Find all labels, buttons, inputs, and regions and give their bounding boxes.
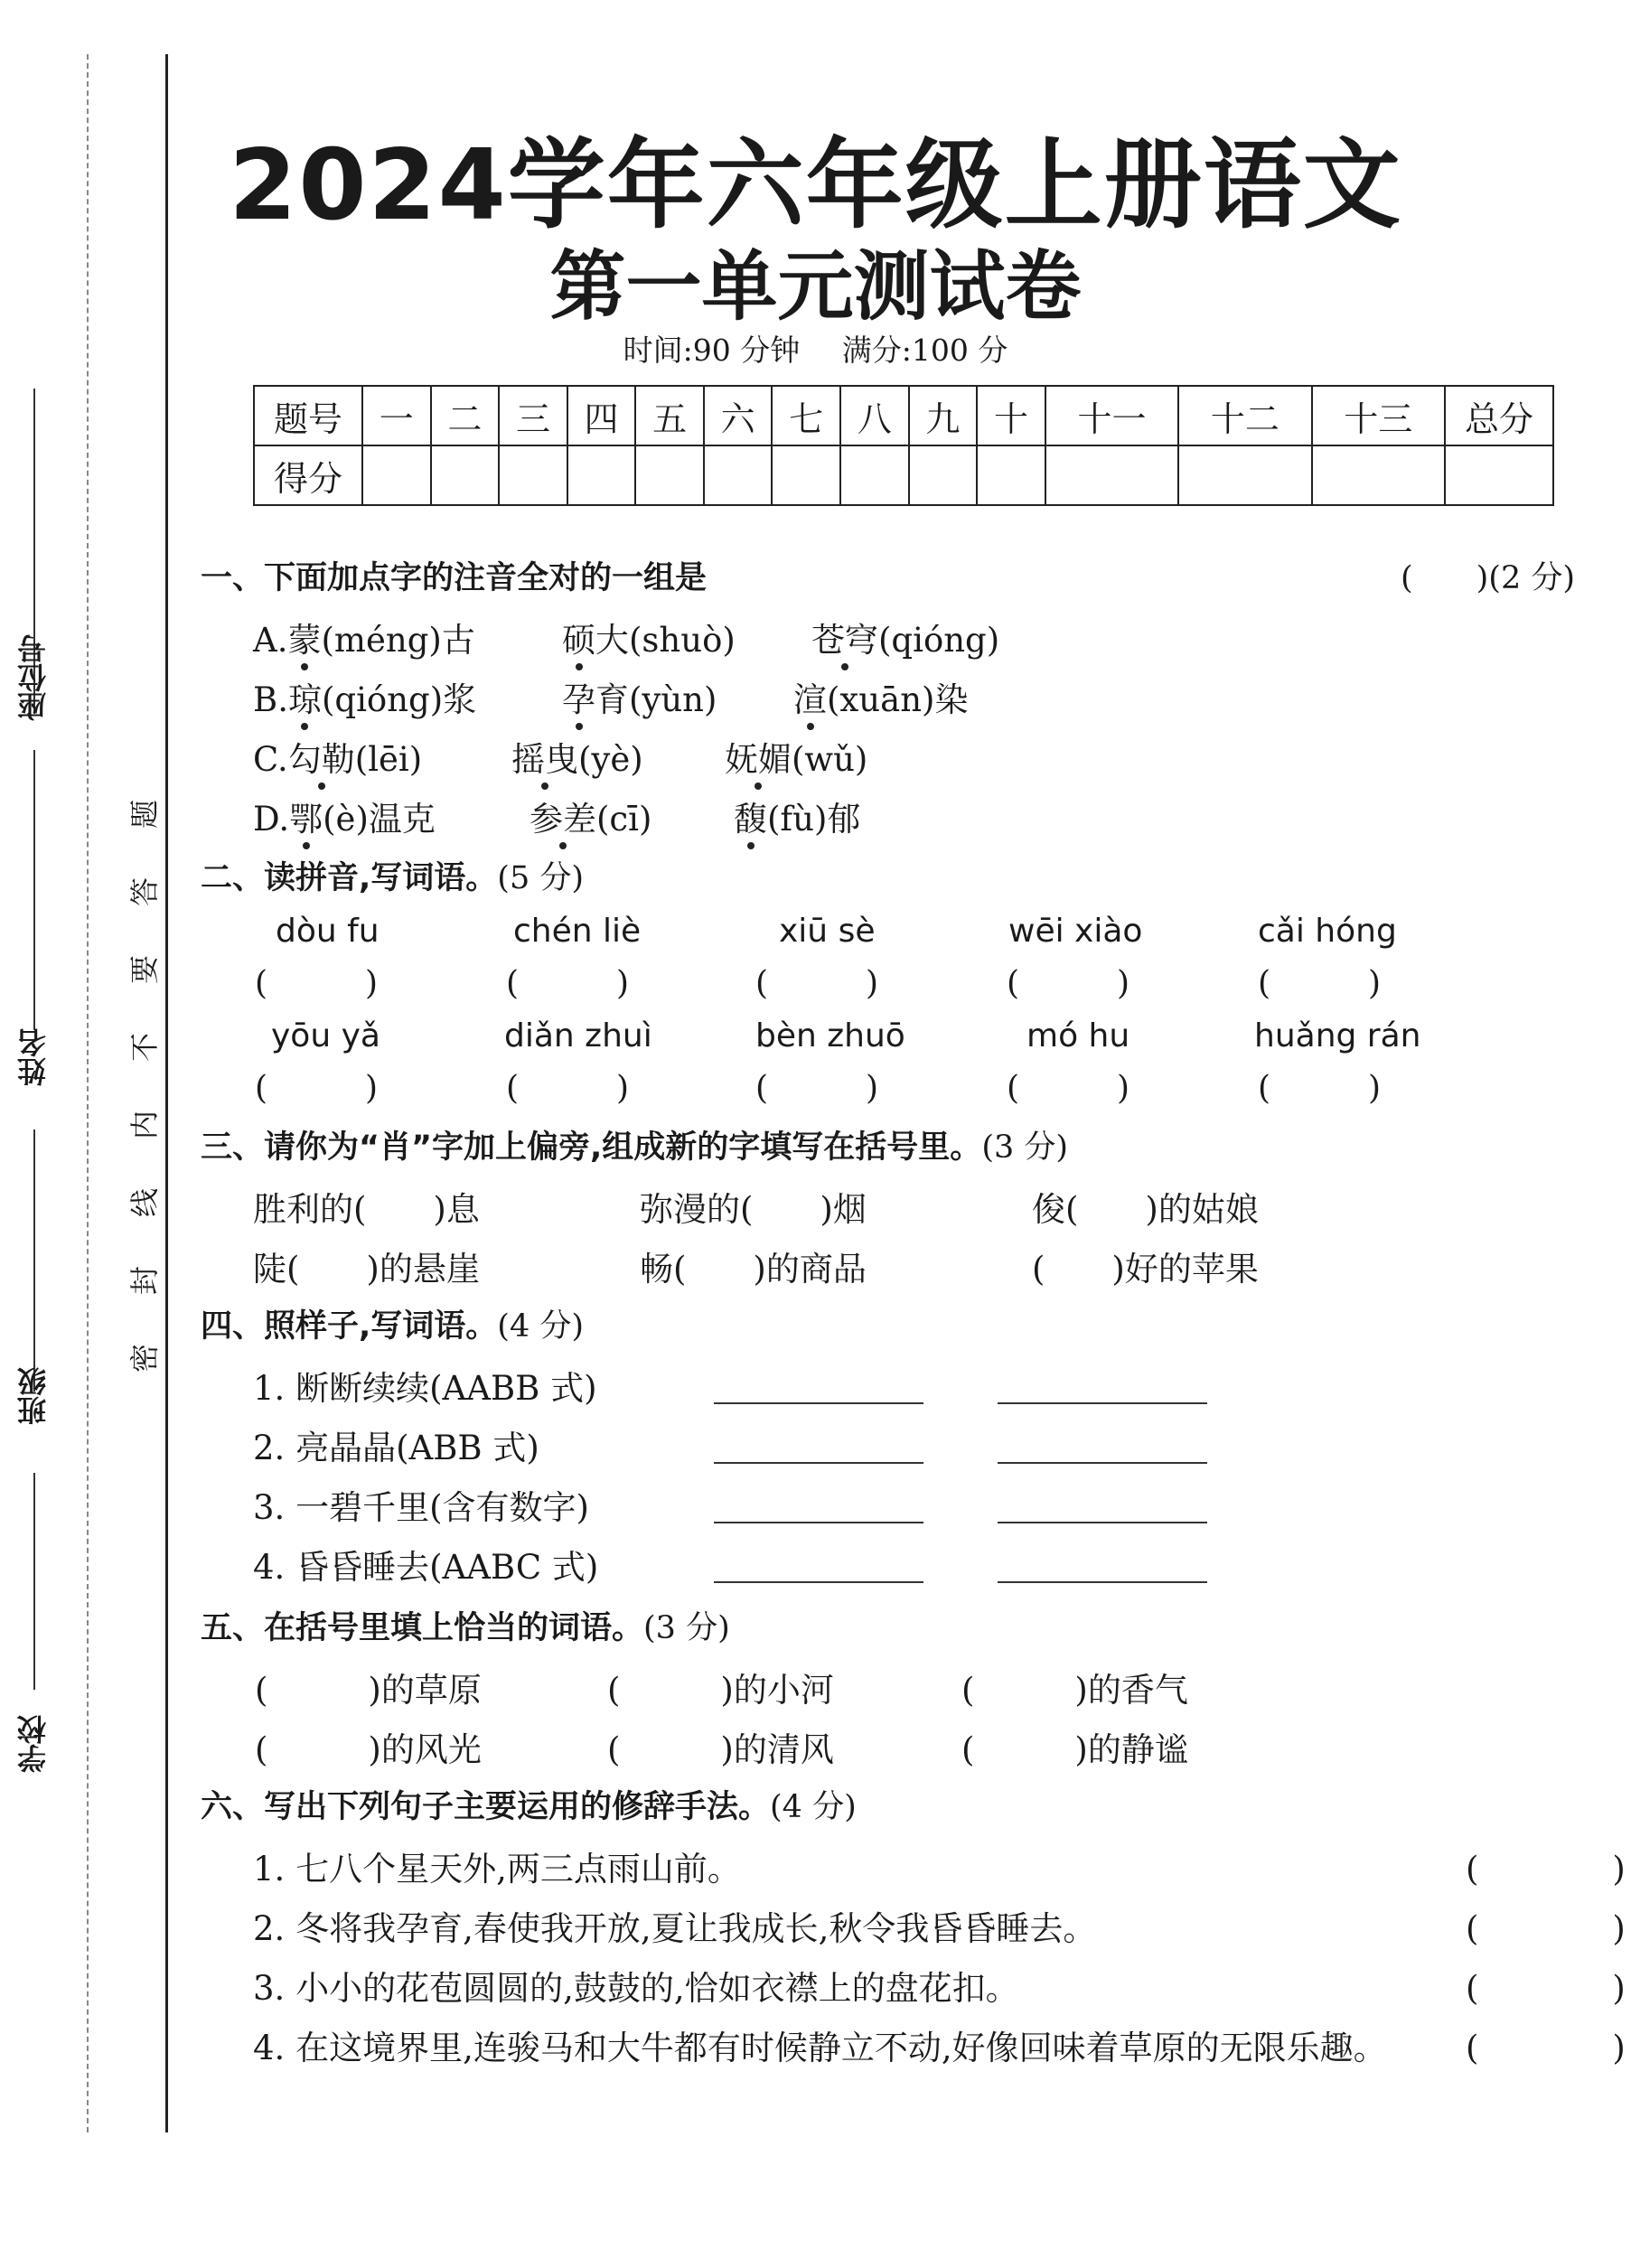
- score-cell[interactable]: [431, 445, 500, 505]
- exam-full-score: 满分:100 分: [841, 333, 1008, 368]
- seal-char: 答: [127, 877, 162, 907]
- table-cell: 十: [977, 386, 1045, 445]
- seal-char: 线: [127, 1188, 162, 1218]
- answer-underline[interactable]: [998, 1402, 1207, 1404]
- name-line: [33, 750, 35, 1030]
- answer-blank[interactable]: ( ): [506, 1070, 630, 1107]
- score-cell[interactable]: [840, 445, 909, 505]
- table-cell: 八: [840, 386, 909, 445]
- answer-blank[interactable]: ( ): [255, 1070, 379, 1107]
- answer-underline[interactable]: [714, 1402, 923, 1404]
- seat-number-label: 座位号: [16, 634, 51, 721]
- table-cell: 十二: [1178, 386, 1311, 445]
- answer-blank[interactable]: ( ): [1466, 1850, 1626, 1888]
- score-cell[interactable]: [635, 445, 704, 505]
- answer-blank[interactable]: ( ): [1007, 1070, 1130, 1107]
- table-cell: 二: [431, 386, 500, 445]
- answer-blank[interactable]: ( ): [506, 965, 630, 1002]
- q1-answer-points: ( )(2 分): [1401, 560, 1576, 596]
- q6-title: 六、写出下列句子主要运用的修辞手法。(4 分): [201, 1789, 857, 1825]
- table-cell: 十三: [1312, 386, 1446, 445]
- q3-item[interactable]: 弥漫的( )烟: [640, 1190, 867, 1229]
- q6-item: 1. 七八个星天外,两三点雨山前。: [253, 1850, 741, 1888]
- q1-option-a-item: 苍穹(qióng): [811, 621, 1000, 660]
- class-line: [33, 1129, 35, 1392]
- school-line: [33, 1473, 35, 1690]
- q1-option-d-item: 参差(cī): [530, 800, 652, 839]
- table-cell: 一: [362, 386, 431, 445]
- pinyin: xiū sè: [779, 913, 876, 950]
- table-cell: 十一: [1045, 386, 1178, 445]
- table-cell: 七: [772, 386, 840, 445]
- exam-time: 时间:90 分钟: [623, 333, 801, 368]
- pinyin: cǎi hóng: [1258, 913, 1397, 950]
- answer-blank[interactable]: ( ): [755, 965, 879, 1002]
- score-cell[interactable]: [772, 445, 840, 505]
- q3-item[interactable]: 陡( )的悬崖: [253, 1250, 480, 1289]
- exam-meta: [0, 327, 1631, 370]
- q5-item[interactable]: ( )的草原: [255, 1671, 482, 1710]
- score-cell[interactable]: [362, 445, 431, 505]
- table-cell: 题号: [254, 386, 362, 445]
- score-cell[interactable]: [499, 445, 567, 505]
- q4-item: 1. 断断续续(AABB 式): [253, 1369, 597, 1408]
- answer-blank[interactable]: ( ): [1466, 1969, 1626, 2008]
- school-label: 学校: [16, 1715, 51, 1773]
- pinyin: chén liè: [513, 913, 642, 950]
- seal-char: 题: [127, 800, 162, 829]
- seal-char: 内: [127, 1111, 162, 1140]
- q4-item: 3. 一碧千里(含有数字): [253, 1488, 589, 1527]
- pinyin: wēi xiào: [1008, 913, 1143, 950]
- score-cell[interactable]: [909, 445, 978, 505]
- q3-item[interactable]: 俊( )的姑娘: [1032, 1190, 1259, 1229]
- score-cell[interactable]: [704, 445, 773, 505]
- pinyin: diǎn zhuì: [504, 1017, 652, 1054]
- page-title: 2024学年六年级上册语文: [229, 129, 1402, 242]
- answer-blank[interactable]: ( ): [255, 965, 379, 1002]
- score-cell[interactable]: [1445, 445, 1553, 505]
- table-cell: 三: [499, 386, 567, 445]
- seal-char: 不: [127, 1033, 162, 1063]
- table-cell: 五: [635, 386, 704, 445]
- dotted-char: 蒙: [287, 621, 322, 660]
- q5-item[interactable]: ( )的静谧: [961, 1730, 1188, 1769]
- table-cell: 六: [704, 386, 773, 445]
- answer-blank[interactable]: ( ): [1466, 1909, 1626, 1948]
- q6-item: 3. 小小的花苞圆圆的,鼓鼓的,恰如衣襟上的盘花扣。: [253, 1969, 1019, 2008]
- q1-option-b-item: 孕育(yùn): [562, 680, 717, 719]
- table-cell: 得分: [254, 445, 362, 505]
- score-cell[interactable]: [1312, 445, 1446, 505]
- q3-title: 三、请你为“肖”字加上偏旁,组成新的字填写在括号里。(3 分): [201, 1129, 1069, 1166]
- pinyin: yōu yǎ: [271, 1017, 380, 1054]
- score-cell[interactable]: [1178, 445, 1311, 505]
- answer-blank[interactable]: ( ): [1466, 2029, 1626, 2067]
- answer-underline[interactable]: [998, 1462, 1207, 1464]
- q5-item[interactable]: ( )的香气: [961, 1671, 1188, 1710]
- q2-title: 二、读拼音,写词语。(5 分): [201, 860, 585, 896]
- q1-option-c-item: 摇曳(yè): [511, 740, 643, 779]
- answer-underline[interactable]: [714, 1581, 923, 1583]
- q5-title: 五、在括号里填上恰当的词语。(3 分): [201, 1610, 730, 1646]
- q4-item: 4. 昏昏睡去(AABC 式): [253, 1548, 599, 1587]
- q3-item[interactable]: 畅( )的商品: [640, 1250, 867, 1289]
- score-cell[interactable]: [1045, 445, 1178, 505]
- answer-blank[interactable]: ( ): [1258, 1070, 1382, 1107]
- class-label: 班级: [16, 1367, 51, 1425]
- q5-item[interactable]: ( )的风光: [255, 1730, 482, 1769]
- score-table-header-row: [254, 386, 1553, 445]
- answer-blank[interactable]: ( ): [1007, 965, 1130, 1002]
- q3-item[interactable]: ( )好的苹果: [1032, 1250, 1259, 1289]
- table-cell: 四: [567, 386, 636, 445]
- q5-item[interactable]: ( )的清风: [607, 1730, 834, 1769]
- q5-item[interactable]: ( )的小河: [607, 1671, 834, 1710]
- seal-char: 密: [127, 1344, 162, 1373]
- q6-item: 2. 冬将我孕育,春使我开放,夏让我成长,秋令我昏昏睡去。: [253, 1909, 1097, 1948]
- pinyin: huǎng rán: [1254, 1017, 1421, 1054]
- q1-option-c: C.勾勒(lēi): [253, 740, 423, 779]
- q3-item[interactable]: 胜利的( )息: [253, 1190, 480, 1229]
- table-cell: 总分: [1445, 386, 1553, 445]
- score-table-score-row: [254, 445, 1553, 505]
- answer-blank[interactable]: ( ): [1258, 965, 1382, 1002]
- q1-title: 一、下面加点字的注音全对的一组是: [201, 560, 708, 596]
- answer-underline[interactable]: [998, 1522, 1207, 1523]
- pinyin: mó hu: [1026, 1017, 1130, 1054]
- seal-char: 封: [127, 1266, 162, 1296]
- score-cell[interactable]: [567, 445, 636, 505]
- score-table: [253, 385, 1554, 506]
- answer-underline[interactable]: [714, 1522, 923, 1523]
- q1-option-a: A.蒙(méng)古: [253, 621, 475, 660]
- answer-underline[interactable]: [998, 1581, 1207, 1583]
- score-cell[interactable]: [977, 445, 1045, 505]
- seal-char: 要: [127, 955, 162, 985]
- q1-option-b: B.琼(qióng)浆: [253, 680, 477, 719]
- q1-option-d: D.鄂(è)温克: [253, 800, 436, 839]
- page-subtitle: 第一单元测试卷: [549, 242, 1082, 331]
- name-label: 姓名: [16, 1028, 51, 1086]
- answer-blank[interactable]: ( ): [755, 1070, 879, 1107]
- table-cell: 九: [909, 386, 978, 445]
- q1-option-a-item: 硕大(shuò): [562, 621, 736, 660]
- q4-item: 2. 亮晶晶(ABB 式): [253, 1429, 539, 1467]
- q1-option-c-item: 妩媚(wǔ): [725, 740, 868, 779]
- q1-option-d-item: 馥(fù)郁: [734, 800, 861, 839]
- pinyin: bèn zhuō: [755, 1017, 905, 1054]
- q4-title: 四、照样子,写词语。(4 分): [201, 1308, 585, 1345]
- q1-option-b-item: 渲(xuān)染: [793, 680, 969, 719]
- answer-underline[interactable]: [714, 1462, 923, 1464]
- q6-item: 4. 在这境界里,连骏马和大牛都有时候静立不动,好像回味着草原的无限乐趣。: [253, 2029, 1387, 2067]
- pinyin: dòu fu: [276, 913, 380, 950]
